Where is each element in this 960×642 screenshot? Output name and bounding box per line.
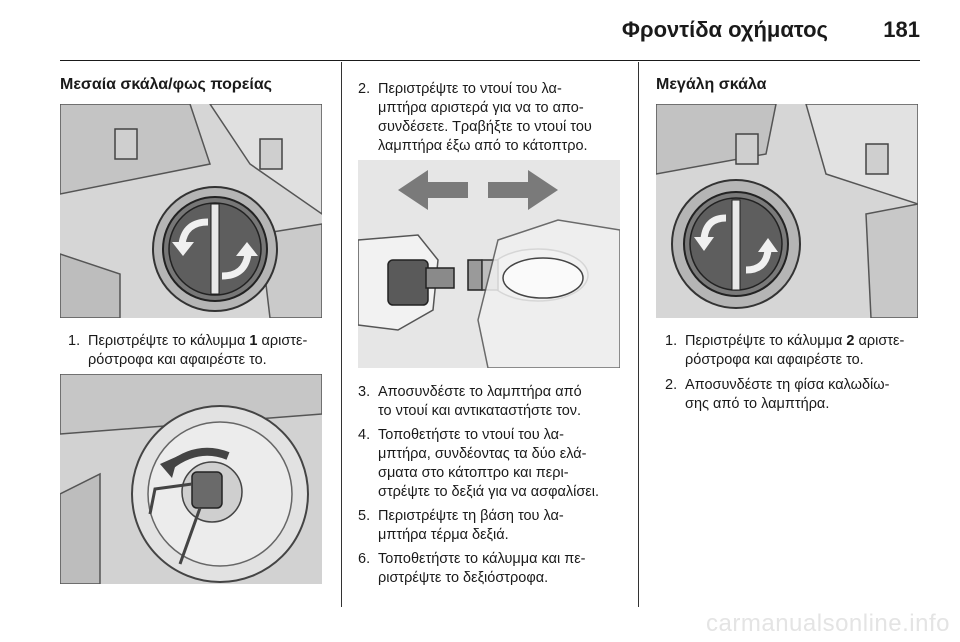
- step-text-line: συνδέσετε. Τραβήξτε το ντουί του: [378, 119, 592, 135]
- section-title: Φροντίδα οχήματος: [621, 17, 828, 42]
- step-text-line: ρόστροφα και αφαιρέστε το.: [685, 352, 864, 368]
- step-1-low-beam: [68, 332, 338, 370]
- step-5-low-beam: [358, 507, 633, 545]
- step-text-line: Τοποθετήστε το κάλυμμα και πε-: [378, 551, 586, 567]
- step-number: 3.: [358, 384, 371, 400]
- step-text-line: μπτήρα τέρμα δεξιά.: [378, 527, 509, 543]
- step-number: 5.: [358, 508, 371, 524]
- cover-number: 1: [249, 333, 258, 349]
- step-text-line: μπτήρα αριστερά για να το απο-: [378, 100, 584, 116]
- page-number: 181: [883, 17, 920, 42]
- step-number: 6.: [358, 551, 371, 567]
- step-text-line: μπτήρα, συνδέοντας τα δύο ελά-: [378, 446, 587, 462]
- step-text-line: Τοποθετήστε το ντουί του λα-: [378, 427, 564, 443]
- step-4-low-beam: [358, 426, 633, 502]
- column-divider-2: [638, 62, 639, 607]
- cover-number: 2: [846, 333, 855, 349]
- step-number: 2.: [665, 377, 678, 393]
- step-text-line: σματα στο κάτοπτρο και περι-: [378, 465, 569, 481]
- figure-low-beam-connector: [60, 374, 322, 584]
- figure-low-beam-cover: [60, 104, 322, 318]
- step-text-line: σης από το λαμπτήρα.: [685, 396, 830, 412]
- figure-high-beam-cover: [656, 104, 918, 318]
- step-6-low-beam: [358, 550, 633, 588]
- step-2-low-beam: [358, 80, 633, 156]
- step-number: 2.: [358, 81, 371, 97]
- step-text-line: λαμπτήρα έξω από το κάτοπτρο.: [378, 138, 588, 154]
- step-1-high-beam: [665, 332, 940, 370]
- step-2-high-beam: [665, 376, 940, 414]
- step-text-line: το ντουί και αντικαταστήστε τον.: [378, 403, 582, 419]
- step-text-line: στρέψτε το δεξιά για να ασφαλίσει.: [378, 484, 600, 500]
- step-number: 1.: [68, 333, 81, 349]
- step-text-line: Περιστρέψτε το κάλυμμα 2 αριστε-: [685, 333, 905, 349]
- step-3-low-beam: [358, 383, 633, 421]
- step-text-line: Αποσυνδέστε το λαμπτήρα από: [378, 384, 582, 400]
- step-text-line: Περιστρέψτε το ντουί του λα-: [378, 81, 562, 97]
- step-text-line: ριστρέψτε το δεξιόστροφα.: [378, 570, 549, 586]
- heading-low-beam: Μεσαία σκάλα/φως πορείας: [60, 76, 272, 93]
- heading-high-beam: Μεγάλη σκάλα: [656, 76, 767, 93]
- step-text-line: ρόστροφα και αφαιρέστε το.: [88, 352, 267, 368]
- figure-bulb-removal: [358, 160, 620, 368]
- column-divider-1: [341, 62, 342, 607]
- step-text-line: Περιστρέψτε τη βάση του λα-: [378, 508, 564, 524]
- page-header: [60, 0, 920, 61]
- step-number: 4.: [358, 427, 371, 443]
- watermark: carmanualsonline.info: [706, 610, 950, 637]
- step-text-line: Περιστρέψτε το κάλυμμα 1 αριστε-: [88, 333, 308, 349]
- step-text-line: Αποσυνδέστε τη φίσα καλωδίω-: [685, 377, 890, 393]
- step-number: 1.: [665, 333, 678, 349]
